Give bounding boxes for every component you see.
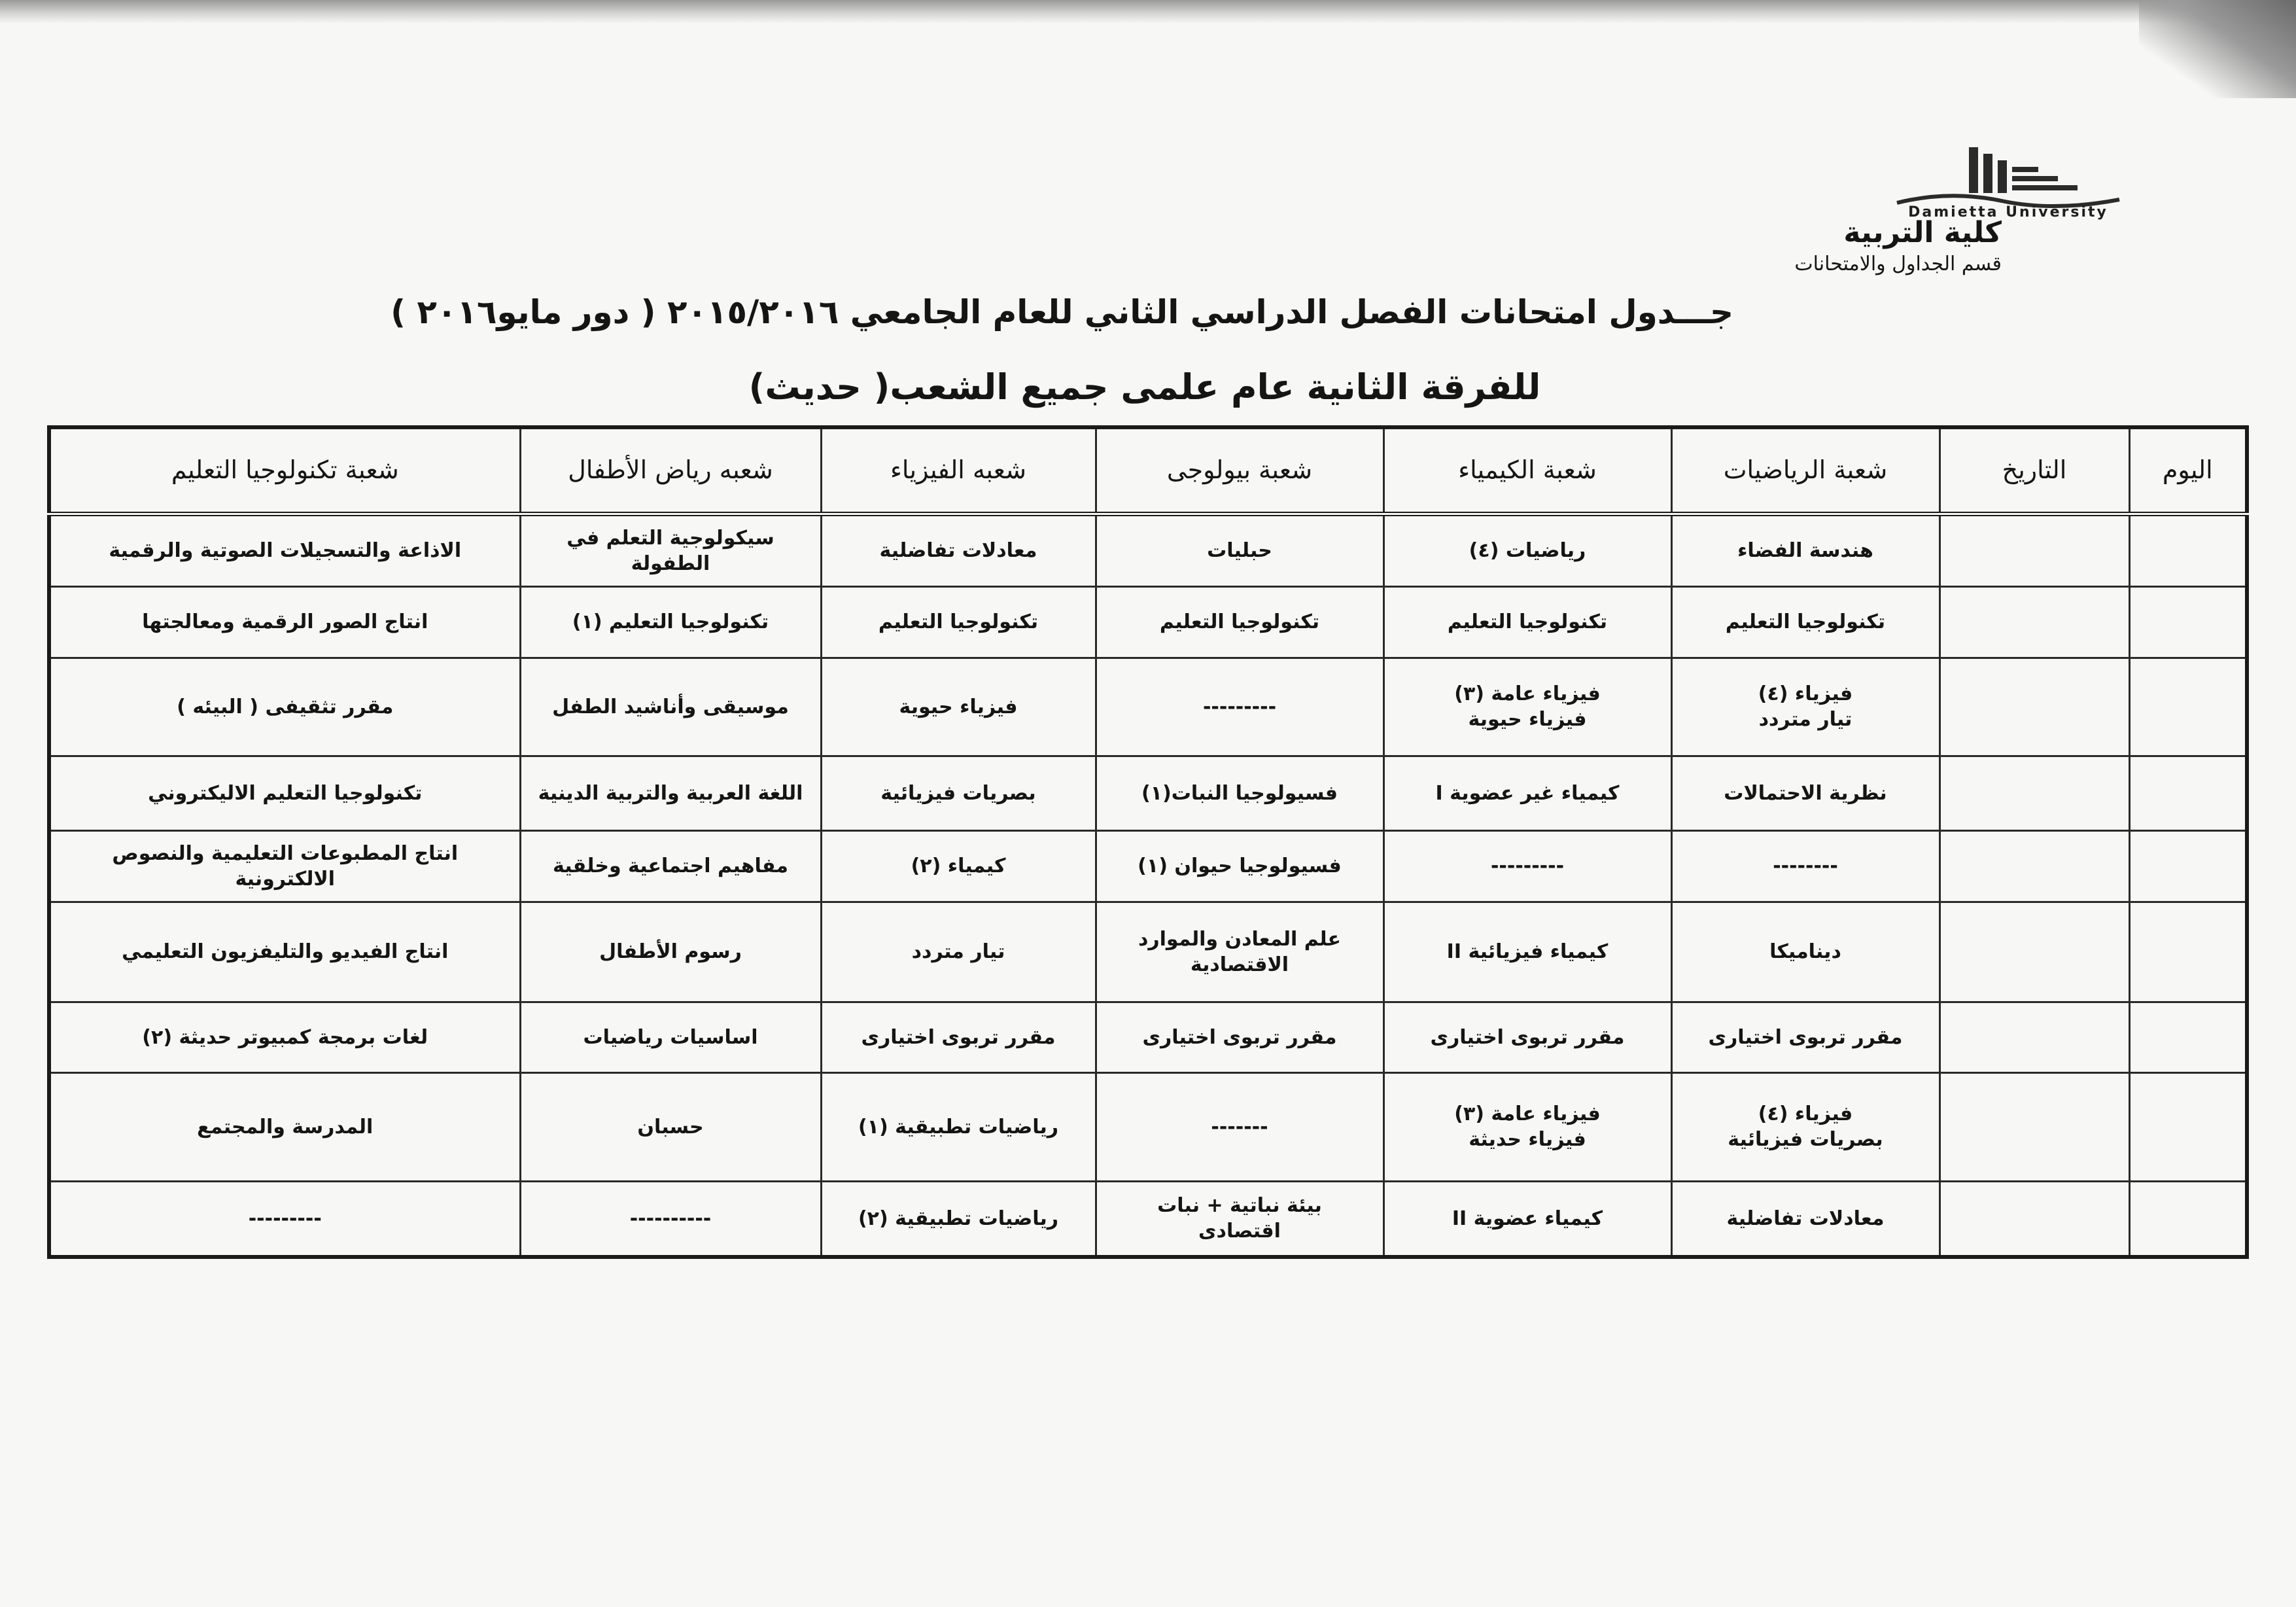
cell-physics: [821, 1002, 1096, 1072]
cell-physics: [821, 1181, 1096, 1257]
cell-text: ----------: [629, 1207, 712, 1230]
cell-chemistry: [1383, 756, 1671, 830]
table-row: [49, 830, 2247, 902]
cell-math: [1671, 1072, 1939, 1181]
cell-text: تكنولوجيا التعليم: [1725, 610, 1886, 633]
cell-text: رسوم الأطفال: [599, 940, 742, 963]
cell-text: تكنولوجيا التعليم: [1159, 610, 1320, 633]
cell-math: [1671, 830, 1939, 902]
cell-date: [1939, 830, 2129, 902]
table-row: [49, 514, 2247, 586]
table-row: [49, 586, 2247, 658]
cell-text: فيزياء عامة (٣) فيزياء حديثة: [1454, 1103, 1601, 1151]
cell-chemistry: [1383, 902, 1671, 1002]
header-biology: شعبة بيولوجى: [1096, 427, 1383, 514]
cell-text: ديناميكا: [1769, 940, 1841, 963]
table-row: [49, 756, 2247, 830]
faculty-name: كلية التربية: [1843, 216, 2002, 249]
cell-kindergarten: [520, 902, 821, 1002]
cell-date: [1939, 586, 2129, 658]
cell-date: [1939, 658, 2129, 756]
cell-text: مقرر تربوى اختيارى: [1708, 1025, 1903, 1049]
cell-physics: [821, 902, 1096, 1002]
cell-text: هندسة الفضاء: [1737, 539, 1873, 562]
cell-biology: [1096, 658, 1383, 756]
cell-text: مقرر تربوى اختيارى: [1142, 1025, 1337, 1049]
cell-text: معادلات تفاضلية: [879, 539, 1037, 562]
cell-physics: [821, 1072, 1096, 1181]
cell-text: علم المعادن والموارد الاقتصادية: [1138, 927, 1342, 976]
cell-text: المدرسة والمجتمع: [197, 1115, 374, 1139]
cell-text: حبليات: [1207, 539, 1272, 562]
table-row: [49, 1181, 2247, 1257]
header-kindergarten: شعبه رياض الأطفال: [520, 427, 821, 514]
cell-text: انتاج الصور الرقمية ومعالجتها: [142, 610, 428, 633]
cell-text: تكنولوجيا التعليم (١): [572, 610, 769, 633]
table-row: [49, 658, 2247, 756]
cell-date: [1939, 902, 2129, 1002]
scan-corner-shadow: [2139, 0, 2296, 98]
cell-text: رياضيات تطبيقية (٢): [858, 1207, 1059, 1230]
cell-text: موسيقى وأناشيد الطفل: [552, 695, 789, 718]
cell-edtech: [49, 586, 520, 658]
cell-date: [1939, 514, 2129, 586]
cell-text: مقرر تربوى اختيارى: [861, 1025, 1056, 1049]
cell-text: فيزياء (٤) تيار متردد: [1758, 682, 1853, 731]
cell-day: [2129, 830, 2247, 902]
cell-text: الاذاعة والتسجيلات الصوتية والرقمية: [109, 539, 462, 562]
cell-chemistry: [1383, 830, 1671, 902]
cell-biology: [1096, 1072, 1383, 1181]
cell-text: فيزياء (٤) بصريات فيزيائية: [1728, 1103, 1883, 1151]
cell-date: [1939, 1002, 2129, 1072]
cell-text: اساسيات رياضيات: [583, 1025, 758, 1049]
cell-edtech: [49, 1181, 520, 1257]
cell-biology: [1096, 830, 1383, 902]
cell-day: [2129, 1072, 2247, 1181]
cell-edtech: [49, 756, 520, 830]
cell-text: نظرية الاحتمالات: [1724, 781, 1887, 805]
cell-math: [1671, 514, 1939, 586]
table-row: [49, 1002, 2247, 1072]
cell-text: انتاج المطبوعات التعليمية والنصوص الالكترونية: [112, 841, 459, 891]
header-chemistry: شعبة الكيمياء: [1383, 427, 1671, 514]
cell-kindergarten: [520, 658, 821, 756]
page-title: جـــدول امتحانات الفصل الدراسي الثاني للعام الجامعي ٢٠١٥/٢٠١٦ ( دور مايو٢٠١٦ ): [391, 293, 1733, 331]
cell-text: كيمياء فيزيائية II: [1446, 940, 1609, 963]
cell-text: --------: [1773, 855, 1838, 877]
cell-physics: [821, 658, 1096, 756]
cell-biology: [1096, 514, 1383, 586]
header-physics: شعبه الفيزياء: [821, 427, 1096, 514]
cell-text: بيئة نباتية + نبات اقتصادى: [1157, 1194, 1322, 1243]
cell-text: -------: [1211, 1115, 1268, 1139]
header-edtech: شعبة تكنولوجيا التعليم: [49, 427, 520, 514]
cell-text: حسبان: [637, 1115, 704, 1139]
cell-text: ---------: [1490, 855, 1565, 877]
cell-text: انتاج الفيديو والتليفزيون التعليمي: [122, 940, 449, 963]
cell-chemistry: [1383, 658, 1671, 756]
cell-text: مفاهيم اجتماعية وخلقية: [553, 855, 788, 877]
cell-text: رياضيات (٤): [1469, 539, 1586, 562]
cell-edtech: [49, 830, 520, 902]
cell-text: كيمياء عضوية II: [1452, 1207, 1603, 1230]
cell-text: فسيولوجيا حيوان (١): [1138, 855, 1342, 877]
cell-kindergarten: [520, 1002, 821, 1072]
cell-text: تيار متردد: [911, 940, 1005, 963]
cell-math: [1671, 902, 1939, 1002]
university-name-en: Damietta University: [1908, 204, 2108, 221]
cell-kindergarten: [520, 1181, 821, 1257]
cell-biology: [1096, 1002, 1383, 1072]
cell-day: [2129, 586, 2247, 658]
cell-edtech: [49, 658, 520, 756]
cell-text: لغات برمجة كمبيوتر حديثة (٢): [142, 1025, 428, 1049]
cell-kindergarten: [520, 1072, 821, 1181]
header-day: اليوم: [2129, 427, 2247, 514]
cell-math: [1671, 1002, 1939, 1072]
header-math: شعبة الرياضيات: [1671, 427, 1939, 514]
cell-text: تكنولوجيا التعليم: [1447, 610, 1608, 633]
scan-edge: [0, 0, 2296, 24]
cell-math: [1671, 586, 1939, 658]
cell-day: [2129, 514, 2247, 586]
cell-chemistry: [1383, 1181, 1671, 1257]
header-date: التاريخ: [1939, 427, 2129, 514]
cell-chemistry: [1383, 1002, 1671, 1072]
cell-text: مقرر تربوى اختيارى: [1430, 1025, 1625, 1049]
cell-biology: [1096, 756, 1383, 830]
cell-date: [1939, 756, 2129, 830]
cell-text: فيزياء حيوية: [899, 695, 1018, 718]
cell-text: كيمياء (٢): [911, 855, 1006, 877]
table-row: [49, 902, 2247, 1002]
cell-text: ---------: [248, 1207, 322, 1230]
cell-text: بصريات فيزيائية: [880, 781, 1036, 805]
cell-physics: [821, 586, 1096, 658]
cell-text: فسيولوجيا النبات(١): [1141, 781, 1338, 805]
cell-text: تكنولوجيا التعليم: [878, 610, 1039, 633]
cell-text: اللغة العربية والتربية الدينية: [538, 781, 803, 805]
page-subtitle: للفرقة الثانية عام علمى جميع الشعب( حديث): [748, 366, 1541, 408]
cell-text: رياضيات تطبيقية (١): [858, 1115, 1059, 1139]
cell-kindergarten: [520, 756, 821, 830]
cell-text: مقرر تثقيفى ( البيئه ): [177, 695, 394, 718]
cell-edtech: [49, 1072, 520, 1181]
cell-kindergarten: [520, 514, 821, 586]
cell-text: معادلات تفاضلية: [1726, 1207, 1885, 1230]
table-row: [49, 1072, 2247, 1181]
cell-chemistry: [1383, 514, 1671, 586]
cell-chemistry: [1383, 586, 1671, 658]
cell-text: تكنولوجيا التعليم الاليكتروني: [148, 781, 423, 805]
cell-kindergarten: [520, 586, 821, 658]
table-body: [49, 514, 2247, 1257]
cell-math: [1671, 1181, 1939, 1257]
cell-edtech: [49, 902, 520, 1002]
cell-math: [1671, 658, 1939, 756]
cell-chemistry: [1383, 1072, 1671, 1181]
cell-math: [1671, 756, 1939, 830]
department-name: قسم الجداول والامتحانات: [1794, 253, 2002, 275]
cell-physics: [821, 830, 1096, 902]
cell-day: [2129, 1002, 2247, 1072]
cell-text: فيزياء عامة (٣) فيزياء حيوية: [1454, 682, 1601, 731]
cell-text: ---------: [1202, 695, 1277, 718]
cell-day: [2129, 756, 2247, 830]
cell-biology: [1096, 1181, 1383, 1257]
cell-text: كيمياء غير عضوية I: [1435, 781, 1620, 805]
cell-physics: [821, 514, 1096, 586]
cell-day: [2129, 902, 2247, 1002]
cell-date: [1939, 1072, 2129, 1181]
cell-day: [2129, 1181, 2247, 1257]
cell-biology: [1096, 586, 1383, 658]
table-header-row: [49, 427, 2247, 514]
cell-edtech: [49, 514, 520, 586]
cell-edtech: [49, 1002, 520, 1072]
cell-date: [1939, 1181, 2129, 1257]
cell-day: [2129, 658, 2247, 756]
cell-biology: [1096, 902, 1383, 1002]
cell-physics: [821, 756, 1096, 830]
exam-schedule-table: [47, 425, 2249, 1259]
cell-kindergarten: [520, 830, 821, 902]
cell-text: سيكولوجية التعلم في الطفولة: [566, 526, 774, 575]
